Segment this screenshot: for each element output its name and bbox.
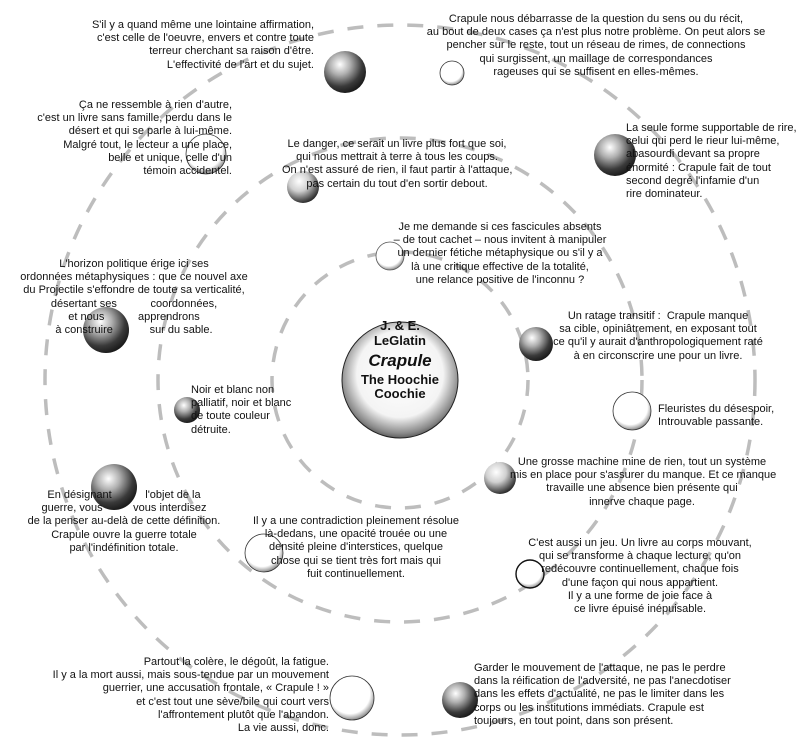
note-fleuristes: Fleuristes du désespoir, Introuvable passante. [658, 403, 775, 429]
note-ratage: Un ratage transitif : Crapule manque sa cible, opiniâtrement, en exposant tout ce qu'il y aurait d'anthropologiquement raté à en circonscrire une pour un livre. [553, 310, 763, 362]
note-sens: Crapule nous débarrasse de la question du sens ou du récit, au bout de deux cases ça n'est plus notre problème. On peut alors se pencher sur le reste, tout un réseau de rimes, de connections qui surgissent, un maillage de correspondances rageuses qui se suffisent en elles-mêmes. [426, 13, 766, 78]
note-machine: Une grosse machine mine de rien, tout un système mis en place pour s'assurer du manque. Et ce manque travaille une absence bien présente qui innerve chaque page. [510, 456, 777, 508]
note-oeuvre: S'il y a quand même une lointaine affirmation, c'est celle de l'oeuvre, envers et contre toute terreur cherchant sa raison d'être. L'effectivité de l'art et du sujet. [91, 19, 314, 71]
note-colere: Partout la colère, le dégoût, la fatigue. Il y a la mort aussi, mais sous-tendue par un mouvement guerrier, une accusation frontale, « Crapule ! » et c'est tout une sève/bile qui court vers l'affrontement plutôt que l'abandon. La vie aussi, donc. [52, 656, 329, 735]
center-authors: J. & E. LeGlatin [373, 318, 426, 348]
sphere-oeuvre [324, 51, 366, 93]
note-fascicules: Je me demande si ces fascicules absents – de tout cachet – nous invitent à manipuler un dernier fétiche métaphysique ou s'il y a là une critique effective de la totalité, une relance positive de l'inconnu ? [393, 221, 607, 286]
note-attaque: Garder le mouvement de l'attaque, ne pas le perdre dans la réification de l'adversité, ne pas l'anecdotiser dans les effets d'actualité, ne pas le limiter dans les corps ou les institutions immédiats. Crapule est toujours, en tout point, dans son présent. [474, 662, 731, 727]
note-contradiction: Il y a une contradiction pleinement résolue là-dedans, une opacité trouée ou une densité pleine d'interstices, quelque chose qui se tient très fort mais qui fuit continuellement. [252, 515, 460, 580]
note-rire: La seule forme supportable de rire, celui qui perd le rieur lui-même, abasourdi devant sa propre énormité : Crapule fait de tout second degré l'infamie d'un rire dominateur. [626, 122, 797, 201]
note-noir: Noir et blanc non palliatif, noir et blanc de toute couleur détruite. [191, 384, 292, 436]
sphere-colere [330, 676, 374, 720]
note-jeu: C'est aussi un jeu. Un livre au corps mouvant, qui se transforme à chaque lecture, qu'on redécouvre continuellement, chaque fois d'une façon qui nous appartient. Il y a une forme de joie face à ce livre épuisé inépuisable. [528, 537, 752, 616]
note-ressemble: Ça ne ressemble à rien d'autre, c'est un livre sans famille, perdu dans le désert et qui se parle à lui-même. Malgré tout, le lecteur a une place, belle et unique, celle d'un témoin accidentel. [37, 99, 232, 178]
sphere-attaque [442, 682, 478, 718]
sphere-fleuristes [613, 392, 651, 430]
note-horizon: L'horizon politique érige ici ses ordonnées métaphysiques : que ce nouvel axe du Projectile s'effondre de toute sa verticalité, désertant ses coordonnées, et nous apprendrons à construire sur du sable. [20, 258, 248, 337]
center-subtitle: The Hoochie Coochie [360, 372, 439, 401]
center-title-block [340, 318, 460, 401]
note-designant: En désignant l'objet de la guerre, vous vous interdisez de la penser au-delà de cette définition. Crapule ouvre la guerre totale par l'indéfinition totale. [27, 489, 221, 554]
center-title: Crapule [368, 351, 432, 370]
note-danger: Le danger, ce serait un livre plus fort que soi, qui nous mettrait à terre à tous les coups. On n'est assuré de rien, il faut partir à l'attaque, pas certain du tout d'en sortir debout. [282, 138, 513, 190]
